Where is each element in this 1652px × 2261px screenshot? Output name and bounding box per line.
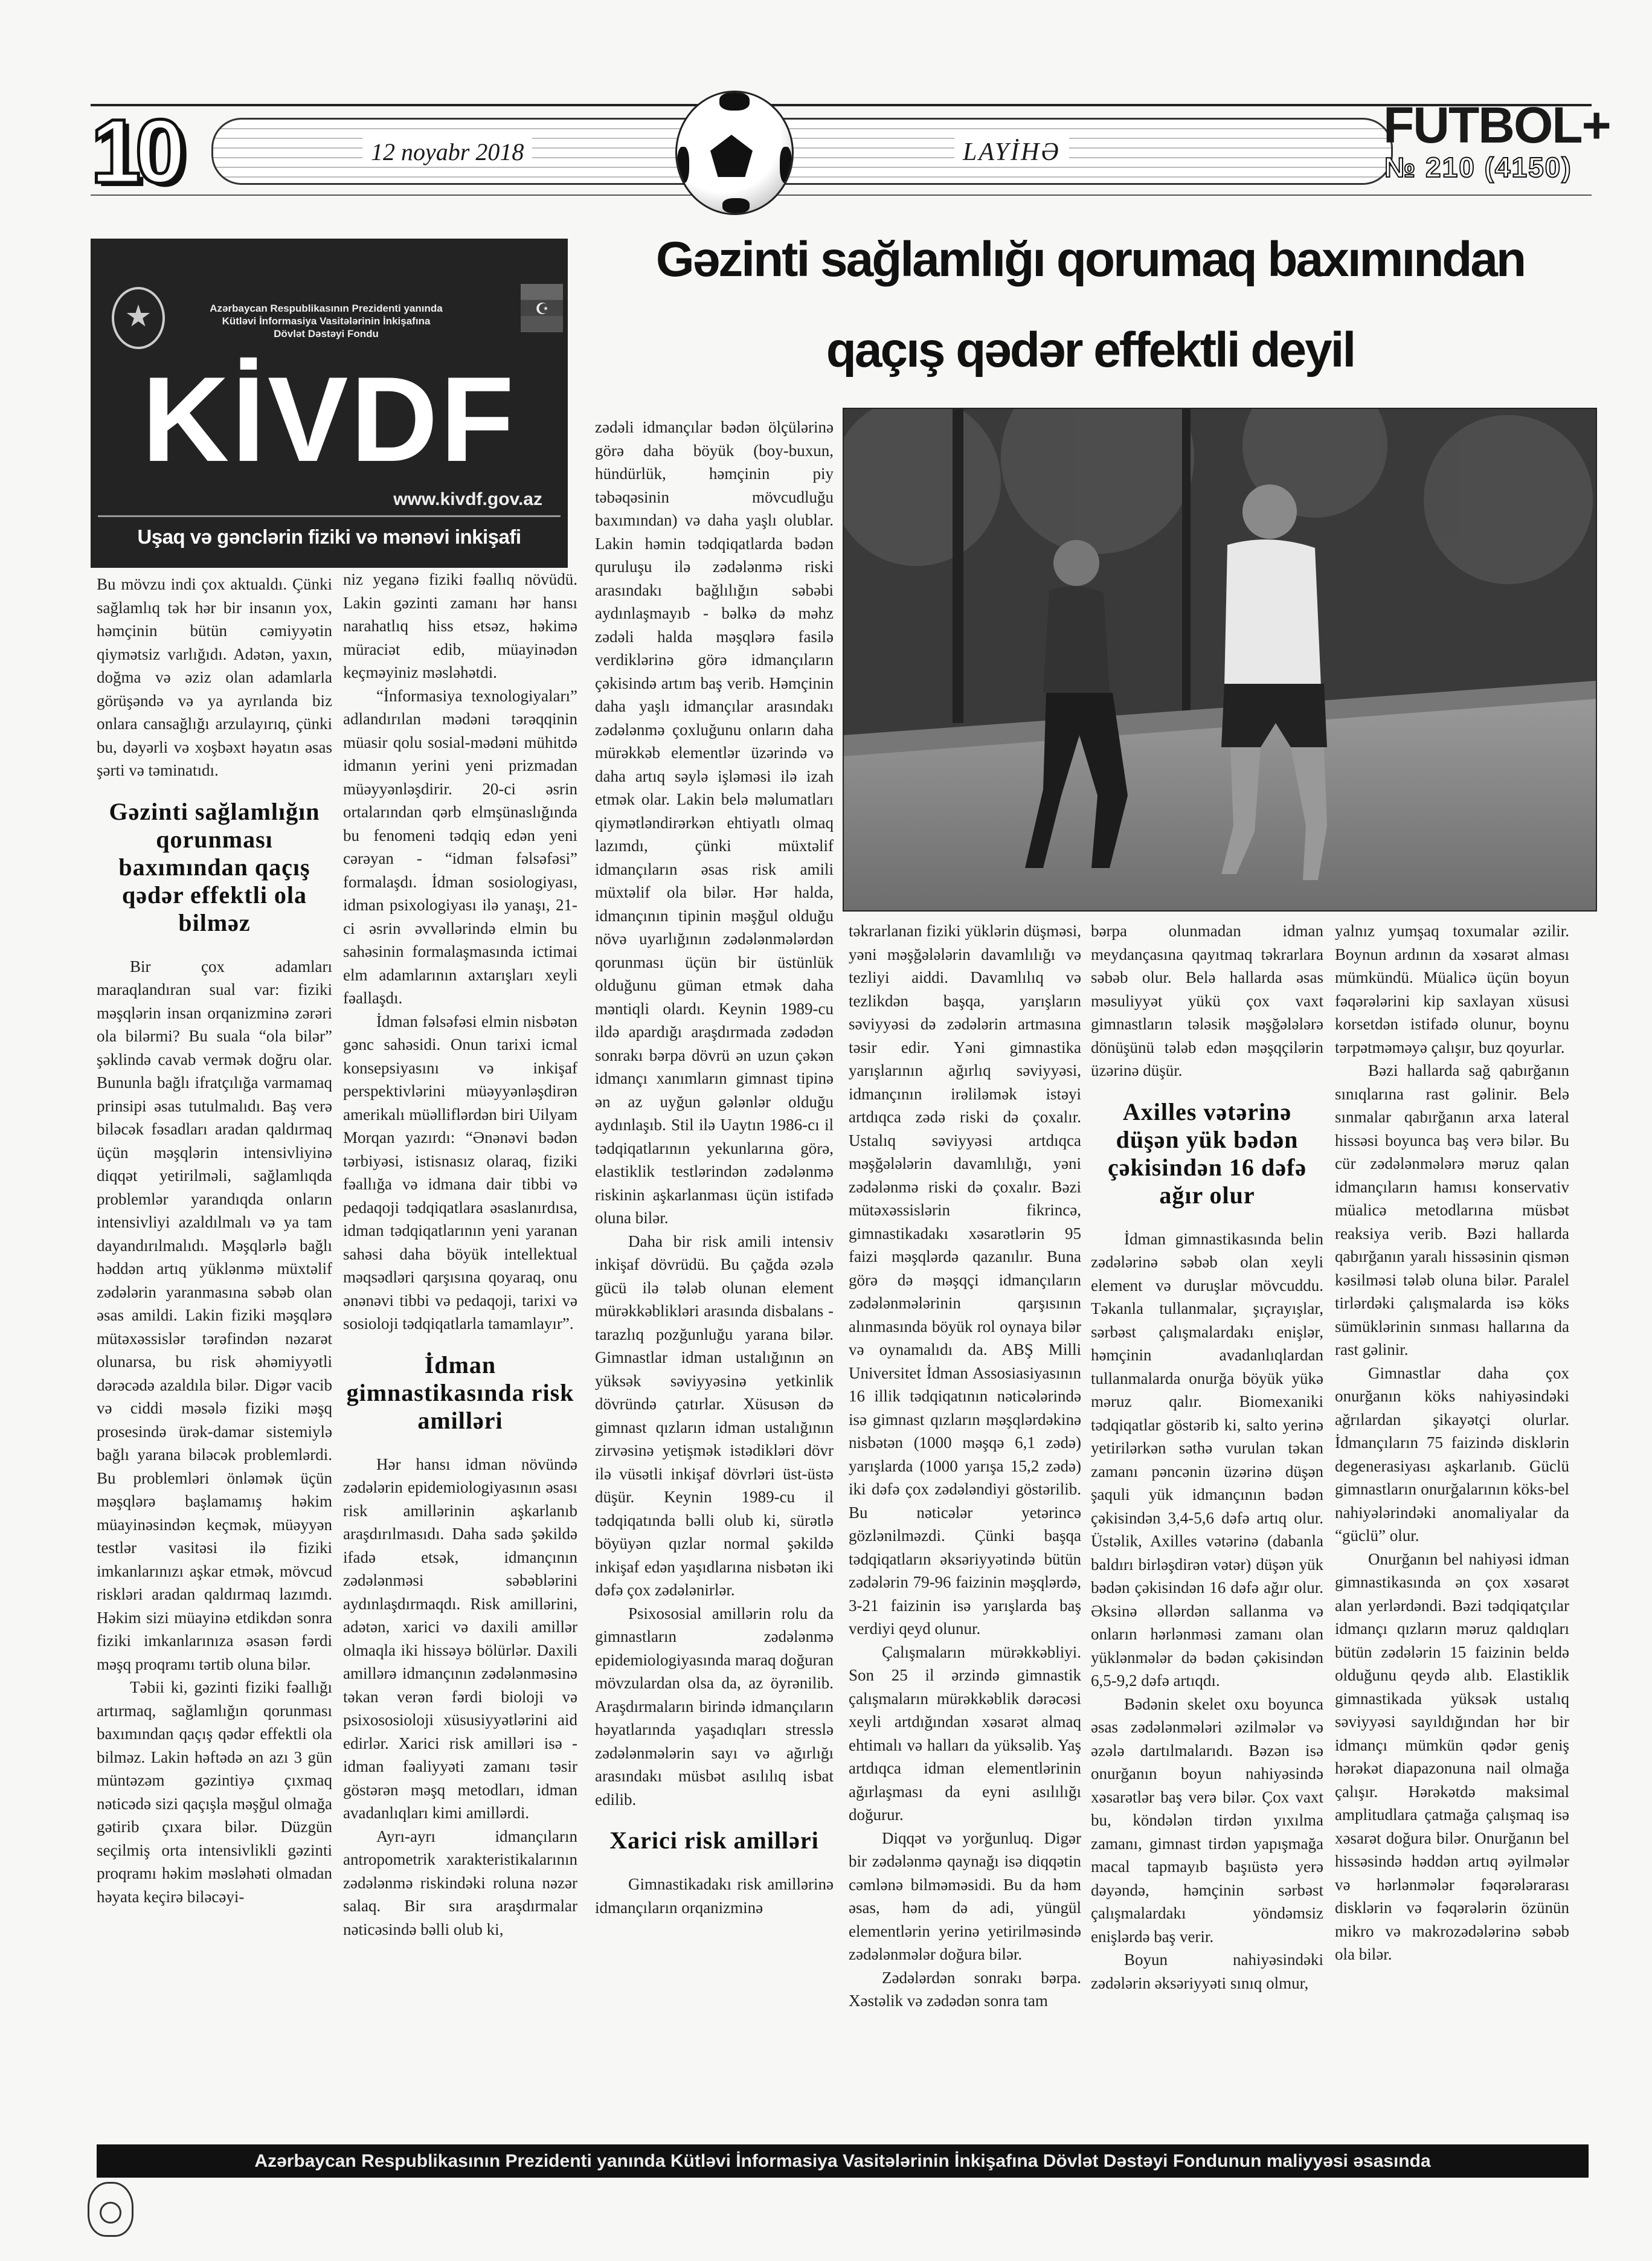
runners-illustration: [844, 409, 1596, 910]
section-heading: Xarici risk amilləri: [609, 1827, 819, 1854]
article-paragraph: Psixososial amillərin rolu da gimnastların zədələnmə epidemiologiyasında maraq doğuran mövzulardan olsa da, az öyrənilib. Araşdırmaların birində idmançıların həyatlarında yaşadıqları stresslə zədələnmələrin sayı və ağırlığı arasındakı müsbət asılılıq isbat edilib.: [595, 1604, 834, 1809]
article-paragraph: bərpa olunmadan idman meydançasına qayıtmaq təkrarlara səbəb olur. Belə hallarda əsas məsuliyyət yükü çox vaxt gimnastların tələsik məşğələlərə dönüşünü tələb edən məşqçilərin üzərinə düşür.: [1091, 922, 1323, 1079]
article-paragraph: Onurğanın bel nahiyəsi idman gimnastikasında ən çox xəsarət alan yerlərdəndi. Bəzi tədqiqatçılar idmançı qızların məruz qaldıqları bütün zədələrin 15 faizinin beldə olduğunu qeydə alıb. Elastiklik gimnastikada yüksək ustalıq səviyyəsi sayıldığından hər bir idmançı mümkün qədər geniş hərəkət diapazonuna nail olmağa çalışır. Hərəkətdə maksimal amplitudlara çatmağa çalışmaq isə xəsarət doğura bilər. Onurğanın bel hissəsində həddən artıq əyilmələr və hərlənmələr fəqərələrarası disklərin və fəqərələrin özünün mikro və makrozədələrinə səbəb ola bilər.: [1335, 1549, 1569, 1963]
headline-text: Gəzinti sağlamlığı qorumaq baxımından: [655, 232, 1525, 287]
ad-divider: [98, 515, 561, 517]
newspaper-logo: FUTBOL+: [1383, 97, 1610, 153]
funding-banner: [97, 2144, 1589, 2178]
state-emblem-icon: [112, 287, 165, 349]
kivdf-advertisement: [91, 239, 568, 568]
article-column-3: [595, 416, 834, 2141]
article-paragraph: Təbii ki, gəzinti fiziki fəallığı artırmaq, sağlamlığın qorunması baxımından qaçış qədər effektli ola bilməz. Lakin həftədə ən azı 3 gün müntəzəm gəzintiyə çıxmaq nəticədə sizi qaçışla məşğul olmağa gətirib çıxara bilər. Düzgün seçilmiş orta intensivlikli gəzinti proqramı həkim məsləhəti olmadan həyata keçirə biləcəyi-: [97, 1678, 332, 1906]
headline-line-1: [580, 224, 1601, 296]
article-column-4: [849, 919, 1081, 2141]
ad-org-line: Kütləvi İnformasiya Vasitələrinin İnkişafına: [222, 315, 431, 327]
article-paragraph: Daha bir risk amili intensiv inkişaf dövrüdü. Bu çağda əzələ gücü ilə tələb olunan element mürəkkəblikləri arasında disbalans - tarazlıq pozğunluğu yarana bilər. Gimnastlar idman ustalığının ən yüksək səviyyəsinə yetkinlik dövründə çatırlar. Xüsusən də gimnast qızların idman ustalığının zirvəsinə yetişmək istədikləri dövr ilə vüsətli inkişaf dövrləri üst-üstə düşür. Keynin 1989-cu il tədqiqatında bəlli olub ki, sürətlə böyüyən qızlar normal şəkildə inkişaf edən yaşıdlarına nisbətən iki dəfə çox zədələnirlər.: [595, 1232, 834, 1599]
ad-brand: KİVDF: [142, 352, 516, 487]
section-heading: Gəzinti sağlamlığın qorunması baxımından qaçış qədər effektli ola bilməz: [109, 797, 320, 936]
article-paragraph: Gimnastlar daha çox onurğanın köks nahiyəsindəki ağrılardan şikayətçi olurlar. İdmançıların 75 faizində disklərin degenerasiyası aşkarlanıb. Güclü gimnastların onurğalarının köks-bel nahiyələrindəki anomaliyalar da “güclü” olur.: [1335, 1363, 1569, 1545]
ad-slogan: Uşaq və gənclərin fiziki və mənəvi inkişafi: [137, 526, 521, 548]
article-paragraph: niz yeganə fiziki fəallıq növüdü. Lakin gəzinti zamanı hər hansı narahatlıq hiss etsəz, həkimə müraciət edib, müayinədən keçməyiniz məsləhətdi.: [343, 570, 577, 681]
section-heading: İdman gimnastikasında risk amilləri: [346, 1351, 574, 1434]
header-top-rule: [91, 104, 1592, 106]
article-paragraph: Ayrı-ayrı idmançıların antropometrik xarakteristikalarının zədələnmə riskindəki roluna nəzər salaq. Bir sıra araşdırmalar nəticəsində bəlli olub ki,: [343, 1827, 577, 1938]
issue-number: № 210 (4150): [1384, 152, 1572, 183]
article-column-5: [1091, 919, 1323, 2141]
publisher-logo-icon: [88, 2182, 133, 2237]
ad-org-line: Azərbaycan Respublikasının Prezidenti yanında: [210, 303, 443, 314]
issue-date: 12 noyabr 2018: [362, 138, 532, 166]
article-paragraph: Çalışmaların mürəkkəbliyi. Son 25 il ərzində gimnastik çalışmaların mürəkkəblik dərəcəsi xeyli artdığından xəsarət almaq ehtimalı və halları da yüksəlib. Yaş artdıqca idman elementlərinin ağırlaşması da eyni asılılığı doğurur.: [849, 1642, 1081, 1824]
article-paragraph: Gimnastikadakı risk amillərinə idmançıların orqanizminə: [595, 1875, 834, 1917]
article-paragraph: təkrarlanan fiziki yüklərin düşməsi, yəni məşğələlərin davamlılığı və tezliyi aiddi. Davamlılıq və tezlikdən başqa, yarışların səviyyəsi də zədələrin artmasına təsir edir. Yəni gimnastika yarışlarının ağırlıq səviyyəsi, idmançının irəliləmək istəyi artdıqca zədə riski də çoxalır. Ustalıq səviyyəsi artdıqca məşğələlərin davamlılığı, yəni zədələnmə riski də çoxalır. Bəzi mütəxəssislərin fikrincə, gimnastikadakı xəsarətlərin 95 faizi məşqlərdə qazanılır. Buna görə də məşqçi idmançıların zədələnmələrinin qarşısının alınmasında böyük rol oynaya bilər və oynamalıdı da. ABŞ Milli Universitet İdman Assosiasiyasının 16 illik tədqiqatının nəticələrində isə gimnast qızların məşqlərdəkinə nisbətən (1000 məşqə 6,1 zədə) yarışlarda (1000 yarışa 15,2 zədə) iki dəfə çox zədələndiyi göstərilib. Bu nəticələr yetərincə gözlənilməzdi. Çünki başqa tədqiqatların əksəriyyətində bütün zədələrin 79-96 faizinin məşqlərdə, 3-21 faizinin isə yarışlarda baş verdiyi qeyd olunur.: [849, 922, 1081, 1638]
page-number: 10: [91, 100, 179, 202]
article-column-2: [343, 568, 577, 2141]
funding-text: Azərbaycan Respublikasının Prezidenti yanında Kütləvi İnformasiya Vasitələrinin İnkişafına Dövlət Dəstəyi Fondunun maliyyəsi əsasında: [254, 2151, 1431, 2171]
article-paragraph: “İnformasiya texnologiyaları” adlandırılan mədəni tərəqqinin müasir qolu sosial-mədəni mühitdə idmanın yerini yeni prizmadan müəyyənləşdirir. 20-ci əsrin ortalarından qərb elmşünaslığında bu fenomeni tədqiq edən yeni cərəyan - “idman fəlsəfəsi” formalaşdı. İdman sosiologiyası, idman psixologiyası ilə yanaşı, 21-ci əsrin əvvəllərində elmin bu sahəsinin formalaşmasında ictimai elm adamlarının axtarışları xeyli fəallaşdı.: [343, 686, 577, 1007]
section-label: LAYİHƏ: [954, 138, 1069, 167]
article-paragraph: Zədələrdən sonrakı bərpa. Xəstəlik və zədədən sonra tam: [849, 1968, 1081, 2010]
article-paragraph: Boyun nahiyəsindəki zədələrin əksəriyyəti sınıq olmur,: [1091, 1951, 1323, 1992]
football-icon: [675, 91, 794, 215]
headline-line-2: [580, 314, 1601, 387]
article-paragraph: Bəzi hallarda sağ qabırğanın sınıqlarına rast gəlinir. Belə sınmalar qabırğanın arxa lateral hissəsi boyunca baş verə bilər. Bu cür zədələnmələrə məruz qalan idmançıların hamısı konservativ müalicə metodlarına müsbət reaksiya verib. Bəzi hallarda qabırğanın yaralı hissəsinin qismən kəsilməsi tələb oluna bilər. Paralel tirlərdəki çalışmalarda isə köks sümüklərinin sınması hallarına da rast gəlinir.: [1335, 1061, 1569, 1359]
article-paragraph: Bir çox adamları maraqlandıran sual var: fiziki məşqlərin insan orqanizminə zərəri ola bilərmi? Bu suala “ola bilər” şəklində cavab vermək doğru olar. Bununla bağlı ifratçılığa varmamaq prinsipi əsas tutulmalıdı. Baş verə biləcək fəsadları aradan qaldırmaq üçün məşqlərin intensivliyinə diqqət yetirilməli, sağlamlıqda problemlər yarandıqda onların intensivliyi azaldılmalı və ya tam dayandırılmalıdı. Məşqlərlə bağlı həddən artıq yüklənmə müxtəlif zədələrin yaranmasına səbəb olan əsas amildi. Lakin fiziki məşqlərə mütəxəssislər tərəfindən nəzarət olunarsa, bu risk əhəmiyyətli dərəcədə azaldıla bilər. Digər vacib və ciddi məsələ fiziki məşq prosesində ürək-damar sistemiylə bağlı yarana biləcək problemlərdi. Bu problemləri önləmək üçün məşqlərə başlamamış həkim müayinəsindən keçmək, müəyyən testlər vasitəsi ilə fiziki imkanlarınızı aşkar etmək, mövcud riskləri aradan qaldırmaq lazımdı. Həkim sizi müayinə etdikdən sonra fiziki imkanlarınıza əsasən fərdi məşq proqramı tərtib oluna bilər.: [97, 957, 332, 1673]
header-bottom-rule: [91, 195, 1592, 196]
section-heading: Axilles vətərinə düşən yük bədən çəkisindən 16 dəfə ağır olur: [1107, 1098, 1307, 1209]
flag-icon: ☪: [521, 284, 563, 332]
ad-url[interactable]: www.kivdf.gov.az: [393, 489, 542, 509]
article-paragraph: zədəli idmançılar bədən ölçülərinə görə daha böyük (boy-buxun, hündürlük, həmçinin piy təbəqəsinin mövcudluğu baxımından) və daha yaşlı olublar. Lakin həmin tədqiqatlarda bədən quruluşu ilə zədələnmə riski arasındakı bağlılığın səbəbi aydınlaşmayıb - bəlkə də məhz zədəli halda məşqlərə fasilə verdiklərinə görə idmançıların çəkisində artım baş verib. Həmçinin daha yaşlı idmançılar arasındakı zədələnmə çoxluğunu onların daha mürəkkəb elementlər üzərində və daha artıq səylə işləməsi ilə izah etmək olar. Lakin belə məlumatları qiymətləndirərkən ehtiyatlı olmaq lazımdı, çünki müxtəlif idmançıların əsas risk amili müxtəlif ola bilər. Hər halda, idmançının tipinin məşğul olduğu növə uyarlığının zədələnmələrdən qorunması üçün bir üstünlük olduğunu güman etmək daha məntiqli olardı. Keynin 1989-cu ildə apardığı araşdırmada zədədən sonrakı bərpa dövrü ən uzun çəkən idmançı xanımların gimnast tipinə ən az uyğun gələnlər olduğu aydınlaşıb. Stil ilə Uaytın 1986-cı il tədqiqatlarının yekunlarına görə, elastiklik testlərindən zədələnmə riskinin aşkarlanması üçün istifadə oluna bilər.: [595, 418, 834, 1227]
article-column-6: [1335, 919, 1569, 2141]
article-paragraph: Hər hansı idman növündə zədələrin epidemiologiyasının əsası risk amillərinin aşkarlanıb araşdırılmasıdı. Daha sadə şəkildə ifadə etsək, idmançının zədələnməsi səbəblərini aydınlaşdırmaqdı. Risk amillərini, adətən, xarici və daxili amillər olmaqla iki hissəyə bölürlər. Daxili amillərə idmançının zədələnməsinə təkan verən fərdi bioloji və psixososioloji xüsusiyyətlərini aid edirlər. Xarici risk amilləri isə - idman fəaliyyəti zamanı təsir göstərən məşq metodları, idman avadanlıqları kimi amillərdi.: [343, 1455, 577, 1822]
ad-org-line: Dövlət Dəstəyi Fondu: [274, 328, 379, 339]
article-photo-runners: [843, 408, 1597, 912]
article-paragraph: Bu mövzu indi çox aktualdı. Çünki sağlamlıq tək hər bir insanın yox, həmçinin bütün cəmiyyətin qiymətsiz varlığıdı. Adətən, yaxın, doğma və əziz olan adamlarla görüşəndə və ya ayrılanda biz onlara cansağlığı arzulayırıq, çünki bu, dəyərli və xoşbəxt həyatın əsas şərti və təminatıdı.: [97, 575, 332, 779]
article-paragraph: yalnız yumşaq toxumalar əzilir. Boynun ardının da xəsarət alması mümkündü. Müalicə üçün boyun fəqərələrini kip saxlayan xüsusi korsetdən istifadə olunur, boynu tərpətməməyə çalışır, buz qoyurlar.: [1335, 922, 1569, 1057]
article-paragraph: İdman gimnastikasında belin zədələrinə səbəb olan xeyli element və duruşlar mövcuddu. Təkanla tullanmalar, şıçrayışlar, sərbəst çalışmalardakı enişlər, həmçinin avadanlıqlardan tullanmalarda onurğa böyük yükə məruz qalır. Biomexaniki tədqiqatlar göstərib ki, salto yerinə yetirilərkən səthə vurulan təkan zamanı pəncənin üzərinə düşən şaquli yük idmançının bədən çəkisindən 3,4-5,6 dəfə artıq olur. Üstəlik, Axilles vətərinə (dabanla baldırı birləşdirən vətər) düşən yük bədən çəkisindən 16 dəfə ağır olur. Əksinə əllərdən sallanma və onların hərlənməsi zamanı olan yüklənmələr də bədən çəkisindən 6,5-9,2 dəfə artıqdı.: [1091, 1229, 1323, 1690]
article-paragraph: Bədənin skelet oxu boyunca əsas zədələnmələri əzilmələr və əzələ dartılmalarıdı. Bəzən isə onurğanın boyun nahiyəsində xəsarətlər baş verə bilər. Çox vaxt bu, köndələn tirdən yıxılma zamanı, gimnast tirdən yapışmağa macal tapmayıb başıüstə yerə dəyəndə, həmçinin sərbəst çalışmalardakı yöndəmsiz enişlərdə baş verir.: [1091, 1694, 1323, 1946]
ad-organization: [169, 302, 483, 340]
article-paragraph: İdman fəlsəfəsi elmin nisbətən gənc sahəsidi. Onun tarixi icmal konsepsiyasını və inkişaf perspektivlərini müəyyənləşdirən amerikalı müəlliflərdən biri Uilyam Morqan yazırdı: “Ənənəvi bədən tərbiyəsi, istisnasız olaraq, fiziki fəallığa və idmana dair tibbi və pedaqoji tədqiqatlara əsaslanırdısa, idman tədqiqatlarının yeni yaranan sahəsi daha böyük intellektual məqsədləri qarşısına qoyaraq, onu ənənəvi tibbi və pedaqoji, tarixi və sosioloji tədqiqatlarla tamamlayır”.: [343, 1012, 577, 1333]
headline-text: qaçış qədər effektli deyil: [826, 323, 1355, 378]
article-paragraph: Diqqət və yorğunluq. Digər bir zədələnmə qaynağı isə diqqətin cəmlənə bilməməsidi. Bu da həm əsas, həm də adi, yüngül elementlərin yerinə yetirilməsində zədələnmələr doğura bilər.: [849, 1828, 1081, 1963]
article-column-1: [97, 573, 332, 2141]
